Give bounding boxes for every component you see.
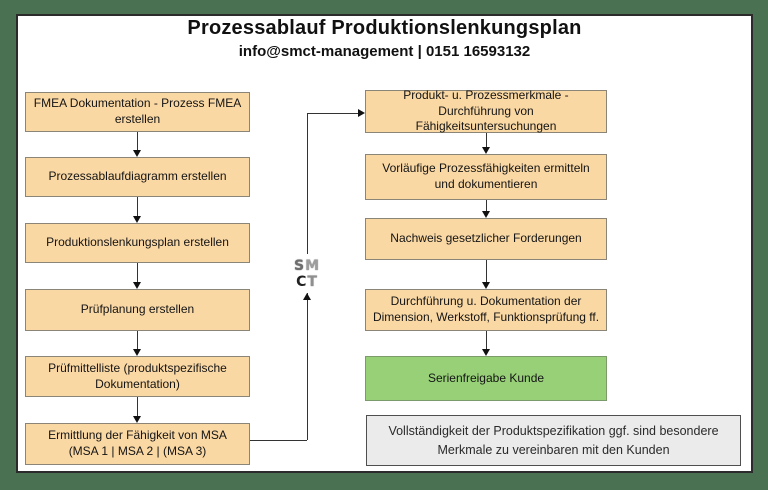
arrow-down-icon xyxy=(133,216,141,223)
flow-step-label: Durchführung u. Dokumentation der Dimension, Werkstoff, Funktionsprüfung ff. xyxy=(372,294,600,324)
logo-letter: M xyxy=(305,257,321,274)
connector-line xyxy=(486,133,487,147)
spec-note-line: Merkmale zu vereinbaren mit den Kunden xyxy=(437,442,670,457)
arrow-down-icon xyxy=(482,211,490,218)
flow-step-label: Prozessablaufdiagramm erstellen xyxy=(48,169,227,184)
connector-line xyxy=(137,197,138,216)
contact-info: info@smct-management | 0151 16593132 xyxy=(238,43,531,60)
arrow-down-icon xyxy=(482,282,490,289)
smct-logo-row xyxy=(294,258,320,274)
arrow-down-icon xyxy=(482,147,490,154)
flow-step-label: Nachweis gesetzlicher Forderungen xyxy=(390,231,582,246)
flow-step-pruefmittelliste xyxy=(25,356,250,397)
connector-line xyxy=(137,263,138,282)
smct-logo-icon xyxy=(288,254,326,293)
flow-step-msa-faehigkeit xyxy=(25,423,250,465)
flow-step-pruefplanung xyxy=(25,289,250,331)
connector-line xyxy=(137,331,138,349)
connector-line xyxy=(250,440,307,441)
connector-line xyxy=(486,200,487,211)
connector-line xyxy=(486,331,487,349)
flow-step-fmea-dokumentation xyxy=(25,92,250,132)
flow-step-label: Ermittlung der Fähigkeit von MSA (MSA 1 | MSA 2 | (MSA 3) xyxy=(48,428,227,458)
flow-step-prozessablaufdiagramm xyxy=(25,157,250,197)
flow-step-vorlaeufige-prozessfaehigkeiten xyxy=(365,154,607,200)
arrow-down-icon xyxy=(133,282,141,289)
flow-step-nachweis-forderungen xyxy=(365,218,607,260)
connector-line xyxy=(137,132,138,150)
flow-step-label: Prüfplanung erstellen xyxy=(80,302,195,317)
arrow-up-icon xyxy=(303,293,311,300)
logo-letter: S xyxy=(293,257,306,274)
flow-step-label: Produkt- u. Prozessmerkmale - Durchführung von Fähigkeitsuntersuchungen xyxy=(403,88,569,134)
flow-step-label: Prüfmittelliste (produktspezifische Dokumentation) xyxy=(48,360,227,391)
flow-step-faehigkeitsuntersuchungen xyxy=(365,90,607,133)
flow-step-produktionslenkungsplan xyxy=(25,223,250,263)
flow-step-dimension-pruefung xyxy=(365,289,607,331)
arrow-down-icon xyxy=(133,349,141,356)
arrow-right-icon xyxy=(358,109,365,117)
logo-letter: T xyxy=(307,273,318,290)
spec-note xyxy=(366,415,741,466)
flow-step-label: Vorläufige Prozessfähigkeiten ermitteln und dokumentieren xyxy=(382,161,590,191)
page-title: Prozessablauf Produktionslenkungsplan xyxy=(187,17,582,39)
flow-step-label: FMEA Dokumentation - Prozess FMEA erstellen xyxy=(33,96,242,126)
arrow-down-icon xyxy=(482,349,490,356)
smct-logo-row xyxy=(296,274,318,290)
arrow-down-icon xyxy=(133,416,141,423)
flow-step-serienfreigabe-kunde xyxy=(365,356,607,401)
logo-letter: C xyxy=(296,273,308,290)
connector-line xyxy=(137,397,138,416)
connector-line xyxy=(307,113,358,114)
spec-note-line: Vollständigkeit der Produktspezifikation ggf. sind besondere xyxy=(388,424,719,439)
flow-step-label: Serienfreigabe Kunde xyxy=(427,370,545,385)
connector-line xyxy=(486,260,487,282)
flow-step-label: Produktionslenkungsplan erstellen xyxy=(46,235,229,250)
arrow-down-icon xyxy=(133,150,141,157)
